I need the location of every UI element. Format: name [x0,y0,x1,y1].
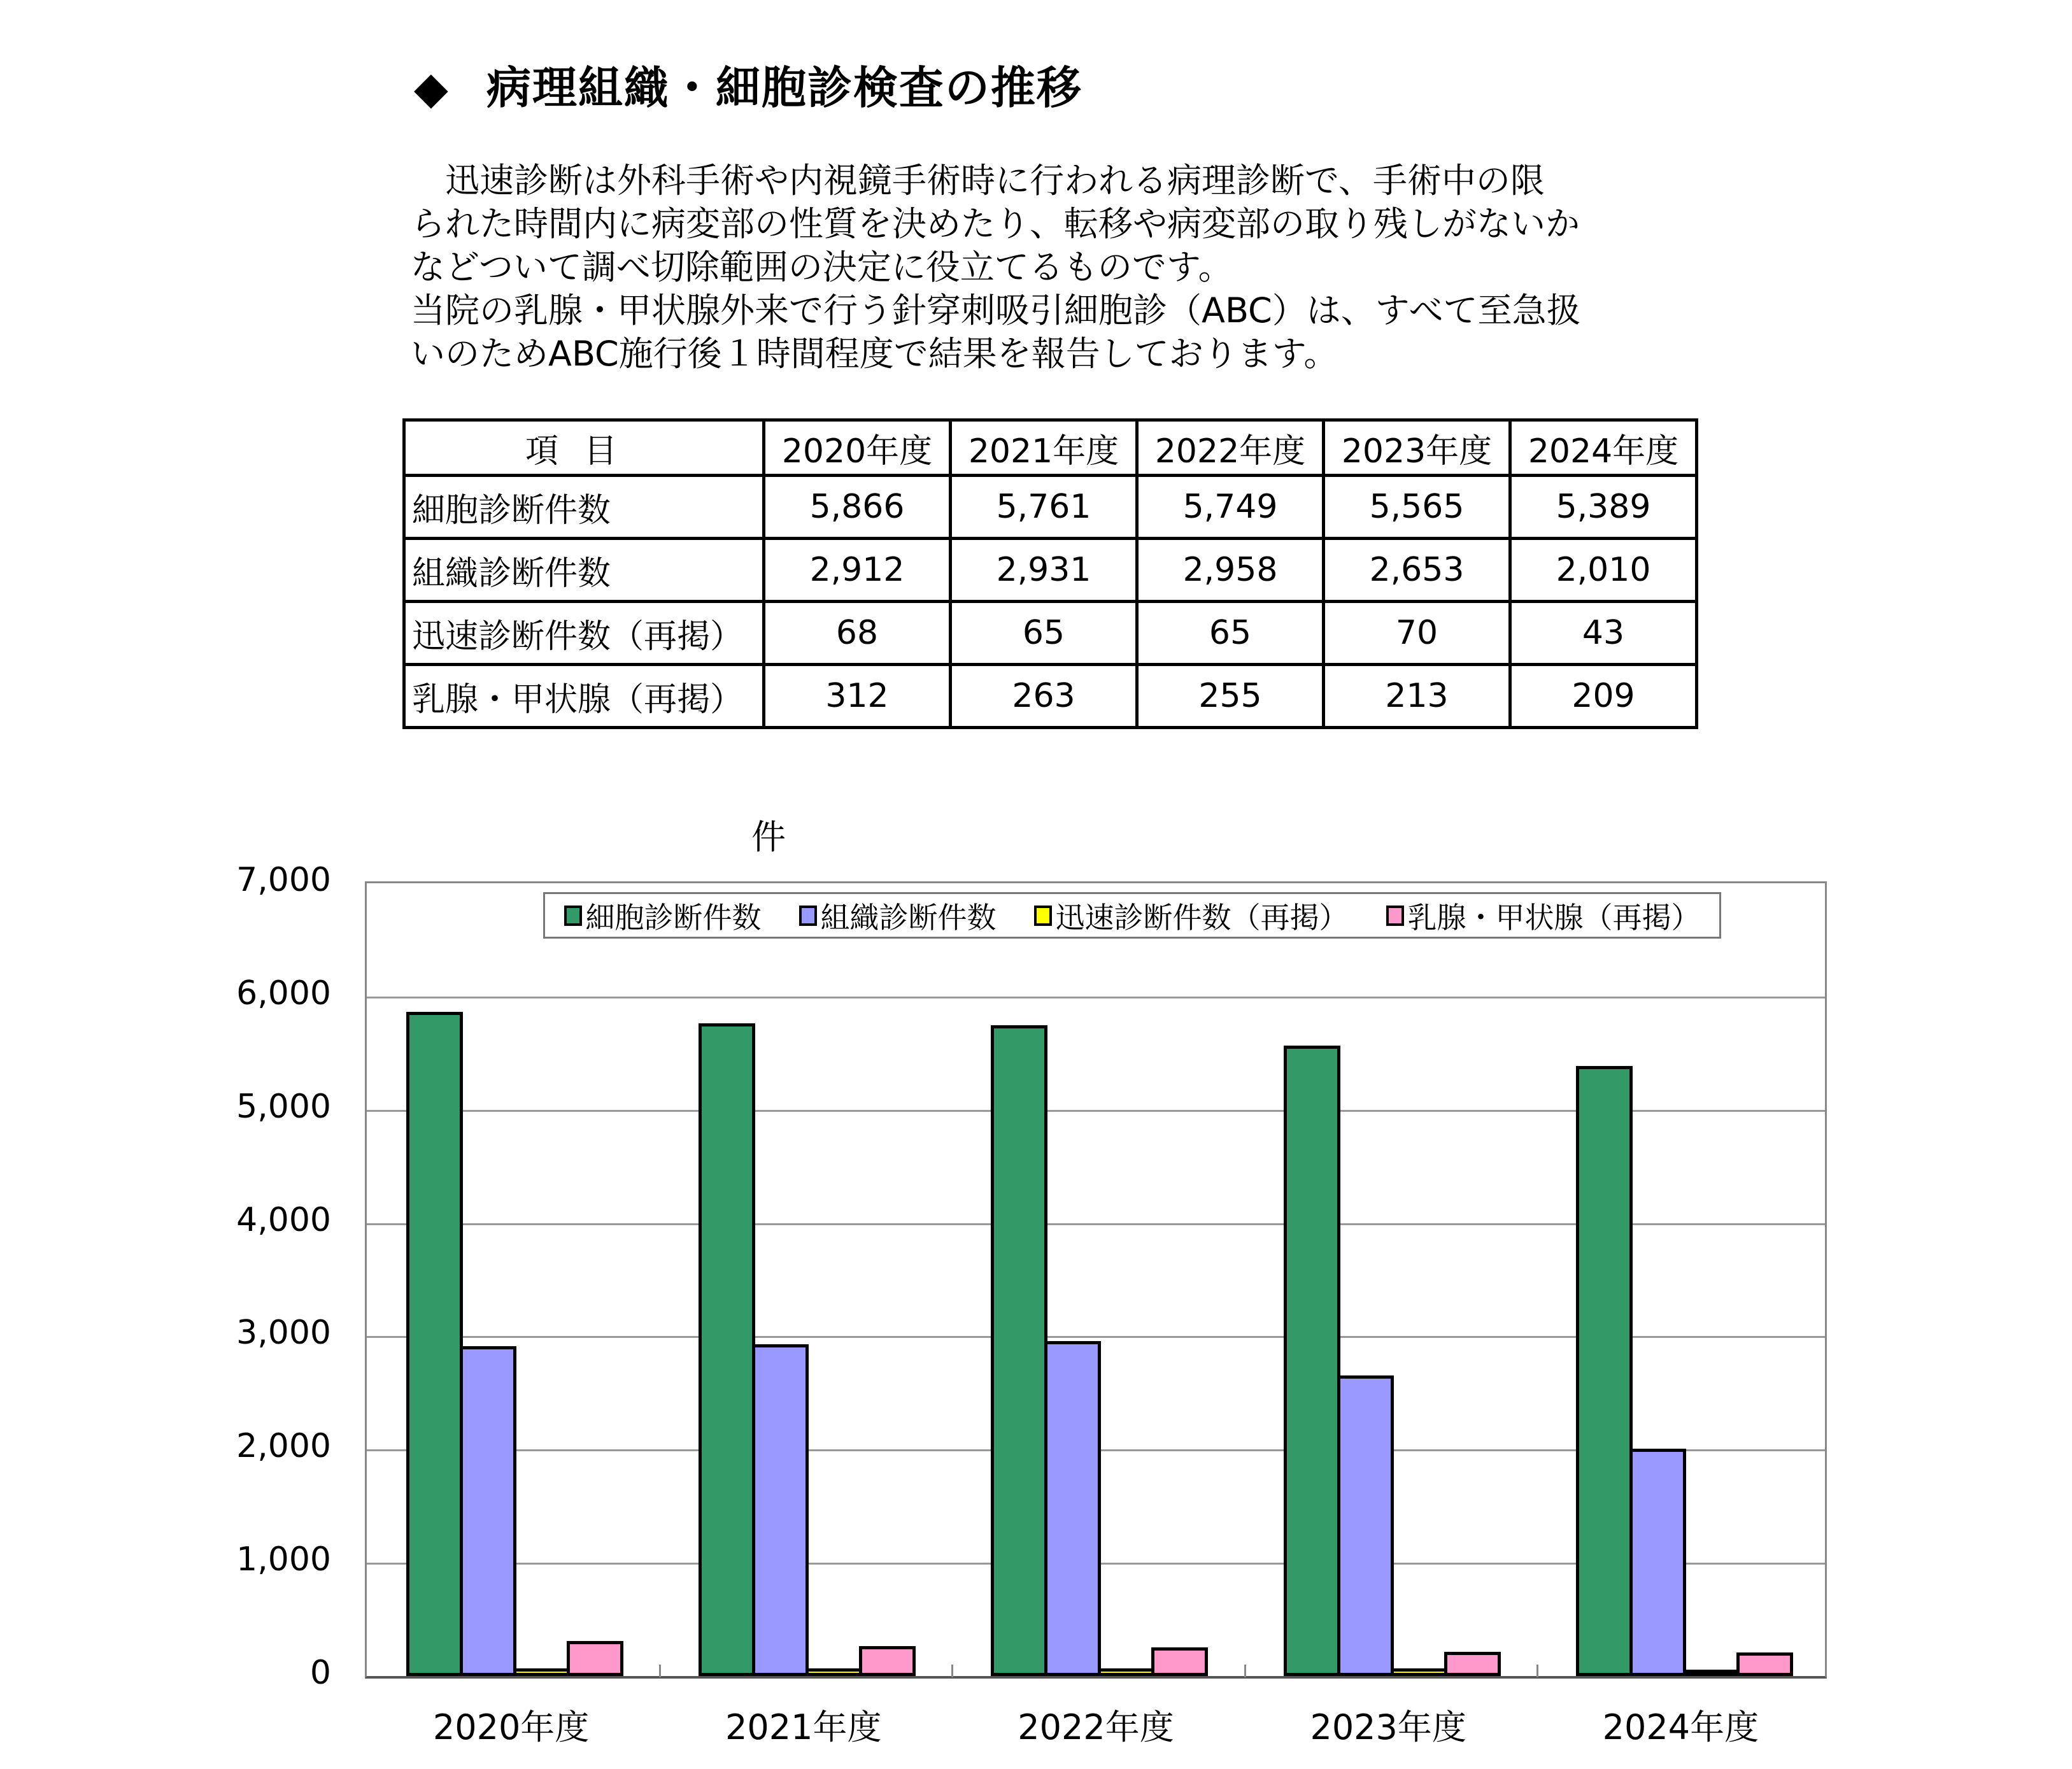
bar [752,1344,809,1676]
x-tick [659,1665,661,1677]
legend-item [1386,895,1701,937]
header-year: 2023年度 [1324,420,1510,476]
x-tick-label: 2023年度 [1310,1707,1466,1747]
plot-area [365,881,1827,1679]
bar [1629,1449,1686,1676]
description-line: 迅速診断は外科手術や内視鏡手術時に行われる病理診断で、手術中の限 [411,160,1545,201]
x-tick [1536,1665,1538,1677]
gridline [367,997,1825,998]
legend-label: 乳腺・甲状腺（再掲） [1407,900,1701,935]
cell: 5,389 [1510,476,1697,539]
bar [859,1646,916,1676]
cell: 2,931 [951,539,1137,602]
y-tick-label: 4,000 [236,1200,331,1239]
bar [805,1668,862,1676]
bar [1444,1652,1501,1676]
row-label: 迅速診断件数（再掲） [404,602,764,665]
cell: 312 [764,665,951,728]
y-tick-label: 7,000 [236,861,331,899]
cell: 70 [1324,602,1510,665]
cell: 255 [1137,665,1324,728]
cell: 2,912 [764,539,951,602]
cell: 5,565 [1324,476,1510,539]
description-line: られた時間内に病変部の性質を決めたり、転移や病変部の取り残しがないか [411,204,1580,244]
cell: 68 [764,602,951,665]
x-tick-label: 2021年度 [725,1707,882,1747]
legend-item [1034,895,1349,937]
legend-swatch-icon [1386,906,1404,926]
y-tick-label: 6,000 [236,974,331,1012]
title-text: 病理組織・細胞診検査の推移 [486,62,1082,114]
bar [406,1012,463,1676]
bar [1151,1647,1208,1676]
y-tick-label: 5,000 [236,1087,331,1126]
row-label: 組織診断件数 [404,539,764,602]
cell: 43 [1510,602,1697,665]
cell: 2,958 [1137,539,1324,602]
x-tick [951,1665,953,1677]
y-tick-label: 0 [309,1654,331,1692]
bar [1736,1652,1793,1676]
cell: 213 [1324,665,1510,728]
x-tick-label: 2020年度 [432,1707,590,1747]
bar [513,1668,570,1676]
bar [567,1641,623,1676]
bar [1576,1066,1633,1676]
legend-swatch-icon [1034,906,1052,926]
x-tick [1244,1665,1246,1677]
diamond-bullet-icon: ◆ [414,62,450,114]
header-year: 2022年度 [1137,420,1324,476]
y-axis-unit-label: 件 [751,817,786,857]
bar [1337,1375,1394,1676]
row-label: 細胞診断件数 [404,476,764,539]
cell: 5,866 [764,476,951,539]
cell: 2,653 [1324,539,1510,602]
header-year: 2024年度 [1510,420,1697,476]
legend-label: 細胞診断件数 [585,900,762,935]
cell: 263 [951,665,1137,728]
legend-swatch-icon [564,906,582,926]
cell: 2,010 [1510,539,1697,602]
cell: 5,749 [1137,476,1324,539]
cell: 209 [1510,665,1697,728]
legend-swatch-icon [799,906,817,926]
legend-item [564,895,762,937]
cell: 65 [951,602,1137,665]
cell: 5,761 [951,476,1137,539]
row-label: 乳腺・甲状腺（再掲） [404,665,764,728]
legend-label: 迅速診断件数（再掲） [1055,900,1349,935]
x-tick-label: 2024年度 [1602,1707,1759,1747]
bar [460,1346,516,1676]
header-year: 2020年度 [764,420,951,476]
description-line: いのためABC施行後１時間程度で結果を報告しております。 [411,334,1338,374]
bar [991,1025,1047,1677]
legend [543,892,1721,939]
y-tick-label: 2,000 [236,1427,331,1466]
cell: 65 [1137,602,1324,665]
y-tick-label: 3,000 [236,1314,331,1353]
y-tick-label: 1,000 [236,1540,331,1579]
header-item: 項目 [404,420,764,476]
legend-label: 組織診断件数 [820,900,997,935]
bar [1391,1668,1447,1676]
bar [1284,1046,1340,1676]
x-tick-label: 2022年度 [1018,1707,1174,1747]
bar [1683,1670,1740,1676]
bar [1044,1341,1101,1676]
description-line: 当院の乳腺・甲状腺外来で行う針穿刺吸引細胞診（ABC）は、すべて至急扱 [411,290,1581,330]
legend-item [799,895,997,937]
header-year: 2021年度 [951,420,1137,476]
bar [699,1023,755,1676]
description-line: などついて調べ切除範囲の決定に役立てるものです。 [411,247,1233,287]
bar [1098,1668,1154,1676]
